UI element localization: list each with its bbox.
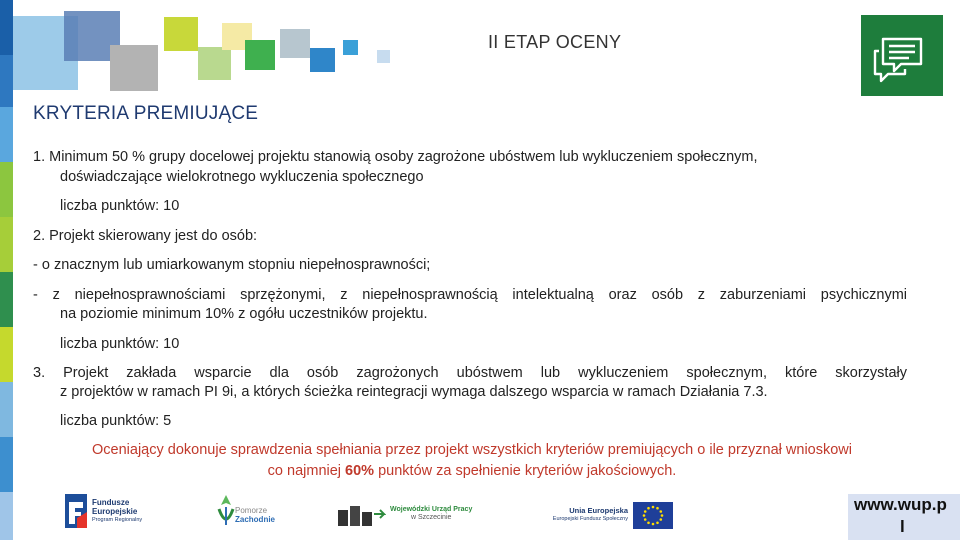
eu-flag-icon [633,502,673,529]
criterion-2-line-1: 2. Projekt skierowany jest do osób: [33,228,258,244]
pz-line-2: Zachodnie [235,515,276,524]
note-line-1: Oceniający dokonuje sprawdzenia spełniania przez projekt wszystkich kryteriów premiujących o ile przyznał wnioskowi [92,442,852,458]
criterion-3-line-1: 3. Projekt zakłada wsparcie dla osób zagrożonych ubóstwem lub wykluczeniem społecznym, które skorzystały [33,365,907,381]
criterion-2-points: liczba punktów: 10 [60,336,180,352]
fe-line-2: Europejskie [92,507,138,516]
wup-line-1: Wojewódzki Urząd Pracy [390,506,473,513]
criterion-3-line-2: z projektów w ramach PI 9i, a których ścieżka reintegracji wymaga dalszego wsparcia w ramach Działania 7.3. [60,384,768,400]
unia-europejska-logo [540,492,675,532]
page-title: II ETAP OCENY [488,32,622,52]
ue-line-2: Europejski Fundusz Społeczny [552,516,628,522]
criterion-1-points: liczba punktów: 10 [60,198,180,214]
wup-szczecin-logo [336,492,481,532]
ue-line-1: Unia Europejska [569,506,628,515]
evaluation-note [36,440,908,482]
chat-bubbles-icon [861,15,943,96]
url-line-1: www.wup.p [854,495,947,514]
fundusze-europejskie-logo [65,492,160,532]
url-line-2: l [900,517,905,536]
website-link[interactable] [848,494,960,540]
note-line-2-pre: co najmniej [267,463,346,479]
criterion-2-line-4: na poziomie minimum 10% z ogółu uczestników projektu. [60,306,428,322]
criterion-1-line-2: doświadczające wielokrotnego wykluczenia społecznego [60,169,424,185]
fe-line-3: Program Regionalny [92,517,143,523]
pz-line-1: Pomorze [235,506,268,515]
criterion-2-line-2: - o znacznym lub umiarkowanym stopniu niepełnosprawności; [33,257,431,273]
criterion-3-points: liczba punktów: 5 [60,413,172,429]
criterion-2-line-3: - z niepełnosprawnościami sprzężonymi, z niepełnosprawnością intelektualną oraz osób z zaburzeniami psychicznymi [33,287,907,303]
note-line-2-post: punktów za spełnienie kryteriów jakościowych. [374,463,677,479]
fe-line-1: Fundusze [92,498,130,507]
note-percent: 60% [345,463,375,479]
criterion-1-line-1: 1. Minimum 50 % grupy docelowej projektu stanowią osoby zagrożone ubóstwem lub wykluczeniem społecznym, [33,149,758,165]
wup-line-2: w Szczecinie [410,514,452,521]
section-title: KRYTERIA PREMIUJĄCE [33,103,259,124]
pomorze-zachodnie-logo [215,492,285,532]
note-line-2 [36,461,908,482]
